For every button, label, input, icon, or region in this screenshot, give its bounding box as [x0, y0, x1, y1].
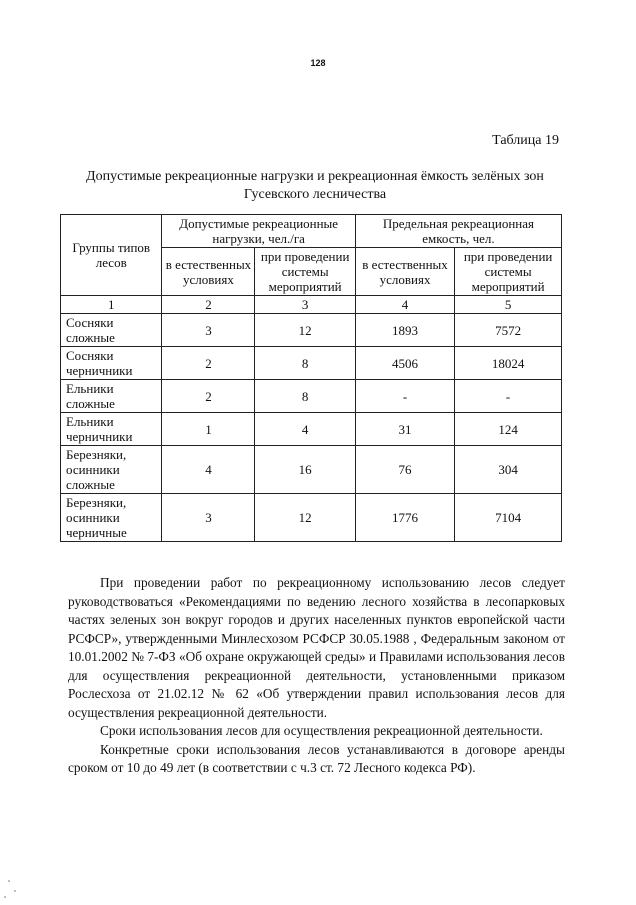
capacity-natural: 31: [355, 413, 454, 446]
header-natural-2: в естественных условиях: [355, 248, 454, 296]
capacity-natural: 76: [355, 446, 454, 494]
load-measures: 12: [255, 494, 355, 542]
load-measures: 4: [255, 413, 355, 446]
caption-line-2: Гусевского лесничества: [243, 187, 387, 202]
paragraph-lease-terms: Конкретные сроки использования лесов устанавливаются в договоре аренды сроком от 10 до 49 лет (в соответствии с ч.3 ст. 72 Лесного кодекса РФ).: [68, 741, 565, 775]
column-number: 3: [255, 296, 355, 314]
load-measures: 12: [255, 314, 355, 347]
capacity-natural: 4506: [355, 347, 454, 380]
capacity-measures: -: [455, 380, 562, 413]
forest-group-name: Сосняки сложные: [61, 314, 162, 347]
capacity-natural: -: [355, 380, 454, 413]
table-row: [61, 380, 562, 413]
table-row: [61, 314, 562, 347]
body-text: [68, 574, 565, 778]
header-groups: Группы типов лесов: [61, 215, 162, 296]
capacity-measures: 124: [455, 413, 562, 446]
column-number: 5: [455, 296, 562, 314]
header-row-1: [61, 215, 562, 248]
table-caption: [60, 168, 570, 204]
recreation-load-table: [60, 214, 562, 542]
capacity-measures: 18024: [455, 347, 562, 380]
load-natural: 4: [162, 446, 255, 494]
load-measures: 8: [255, 347, 355, 380]
forest-group-name: Сосняки черничники: [61, 347, 162, 380]
header-natural-1: в естественных условиях: [162, 248, 255, 296]
capacity-measures: 7104: [455, 494, 562, 542]
capacity-measures: 304: [455, 446, 562, 494]
forest-group-name: Березняки, осинники черничные: [61, 494, 162, 542]
paragraph-recommendations: При проведении работ по рекреационному использованию лесов следует руководствоваться «Рекомендациями по ведению лесного хозяйства в лесопарковых частях зеленых зон вокруг городов и других населенных пунктов европейской части РСФСР», утвержденными Минлесхозом РСФСР 30.05.1988 , Федеральным законом от 10.01.2002 № 7-ФЗ «Об охране окружающей среды» и Правилами использования лесов для осуществления рекреационной деятельности, установленными приказом Рослесхоза от 21.02.12 № 62 «Об утверждении правил использования лесов для осуществления рекреационной деятельности.: [68, 575, 565, 720]
forest-group-name: Березняки, осинники сложные: [61, 446, 162, 494]
table-row: [61, 494, 562, 542]
load-natural: 3: [162, 314, 255, 347]
table-row: [61, 413, 562, 446]
header-measures-1: при проведении системы мероприятий: [255, 248, 355, 296]
column-number: 2: [162, 296, 255, 314]
capacity-natural: 1776: [355, 494, 454, 542]
paragraph-terms: Сроки использования лесов для осуществления рекреационной деятельности.: [100, 723, 543, 738]
forest-group-name: Ельники сложные: [61, 380, 162, 413]
table-row: [61, 347, 562, 380]
load-measures: 8: [255, 380, 355, 413]
column-number-row: [61, 296, 562, 314]
capacity-natural: 1893: [355, 314, 454, 347]
header-allowable-loads: Допустимые рекреационные нагрузки, чел./га: [162, 215, 355, 248]
load-natural: 1: [162, 413, 255, 446]
load-natural: 3: [162, 494, 255, 542]
load-natural: 2: [162, 380, 255, 413]
table-row: [61, 446, 562, 494]
header-capacity: Предельная рекреационная емкость, чел.: [355, 215, 561, 248]
load-measures: 16: [255, 446, 355, 494]
column-number: 4: [355, 296, 454, 314]
header-measures-2: при проведении системы мероприятий: [455, 248, 562, 296]
caption-line-1: Допустимые рекреационные нагрузки и рекреационная ёмкость зелёных зон: [86, 169, 544, 184]
table-label: Таблица 19: [492, 133, 559, 148]
capacity-measures: 7572: [455, 314, 562, 347]
column-number: 1: [61, 296, 162, 314]
forest-group-name: Ельники черничники: [61, 413, 162, 446]
load-natural: 2: [162, 347, 255, 380]
page-number: 128: [310, 58, 326, 68]
